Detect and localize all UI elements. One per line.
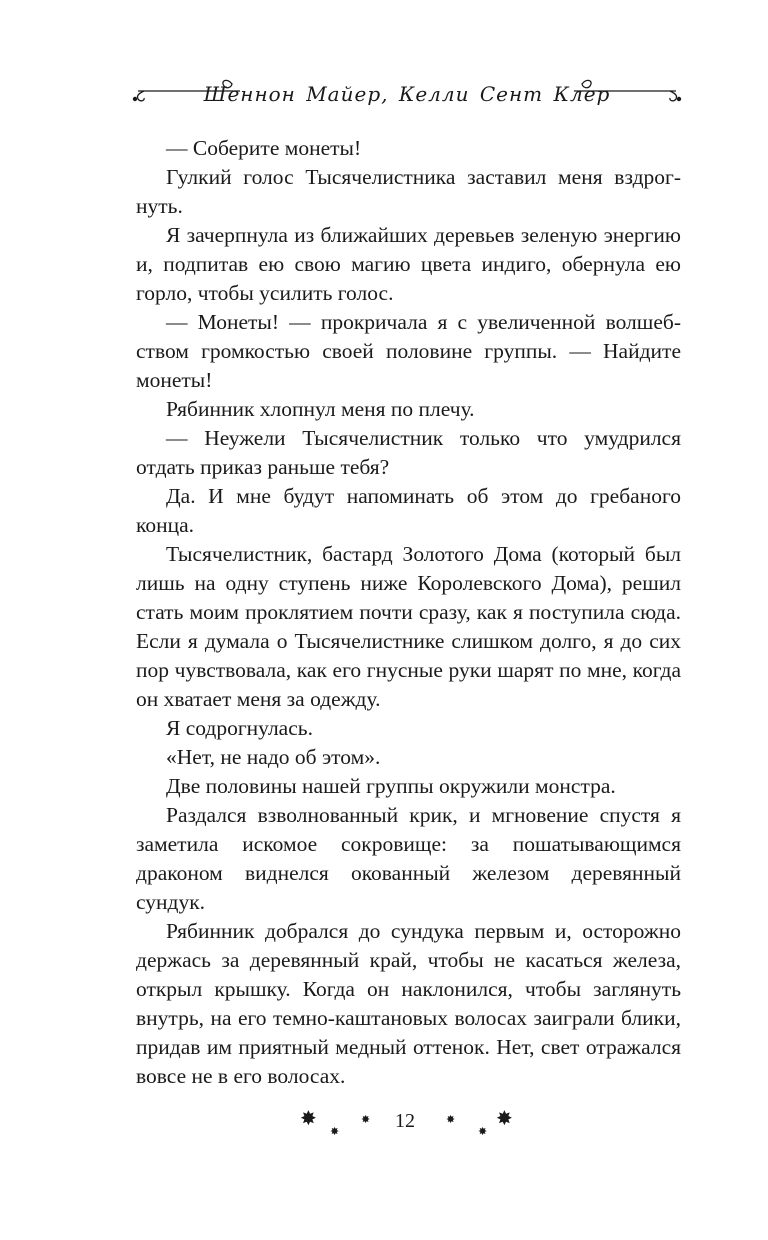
- paragraph: Да. И мне будут напоминать об этом до гребаного конца.: [136, 484, 681, 537]
- star-ornament-icon: ✸: [446, 1113, 456, 1126]
- page-number: 12: [395, 1110, 415, 1132]
- flourish-ornament-icon: [572, 74, 682, 114]
- star-ornament-icon: ✸: [300, 1106, 317, 1130]
- paragraph: Я зачерпнула из ближайших деревьев зеленую энергию и, подпитав ею свою магию цвета индиго, обернула ею горло, чтобы усилить голос.: [136, 223, 681, 305]
- body-text: [136, 134, 681, 1091]
- star-ornament-icon: ✸: [478, 1125, 488, 1138]
- running-header: [132, 74, 682, 114]
- page-footer: [290, 1100, 520, 1150]
- paragraph: Рябинник хлопнул меня по плечу.: [166, 397, 475, 421]
- paragraph: Две половины нашей группы окружили монстра.: [166, 774, 616, 798]
- header-title: Шеннон Майер, Келли Сент Клер: [203, 82, 611, 106]
- paragraph: Гулкий голос Тысячелистника заставил меня вздрогнуть.: [136, 165, 681, 218]
- paragraph: Раздался взволнованный крик, и мгновение спустя я заметила искомое сокровище: за пошатывающимся драконом виднелся окованный железом деревянный сундук.: [136, 803, 681, 914]
- paragraph: Я содрогнулась.: [166, 716, 313, 740]
- paragraph: — Монеты! — прокричала я с увеличенной волшебством громкостью своей половине группы. — Найдите монеты!: [136, 310, 681, 392]
- paragraph: Тысячелистник, бастард Золотого Дома (который был лишь на одну ступень ниже Королевского Дома), решил стать моим проклятием почти сразу, как я поступила сюда. Если я думала о Тысячелистнике слишком долго, я до сих пор чувствовала, как его гнусные руки шарят по мне, когда он хватает меня за одежду.: [136, 542, 681, 711]
- star-ornament-icon: ✸: [330, 1125, 340, 1138]
- star-ornament-icon: ✸: [496, 1106, 513, 1130]
- paragraph: «Нет, не надо об этом».: [166, 745, 381, 769]
- paragraph: — Соберите монеты!: [166, 136, 362, 160]
- paragraph: Рябинник добрался до сундука первым и, осторожно держась за деревянный край, чтобы не касаться железа, открыл крышку. Когда он наклонился, чтобы заглянуть внутрь, на его темно-каштановых волосах заиграли блики, придав им приятный медный оттенок. Нет, свет отражался вовсе не в его волосах.: [136, 919, 681, 1088]
- star-ornament-icon: ✸: [361, 1113, 371, 1126]
- paragraph: — Неужели Тысячелистник только что умудрился отдать приказ раньше тебя?: [136, 426, 681, 479]
